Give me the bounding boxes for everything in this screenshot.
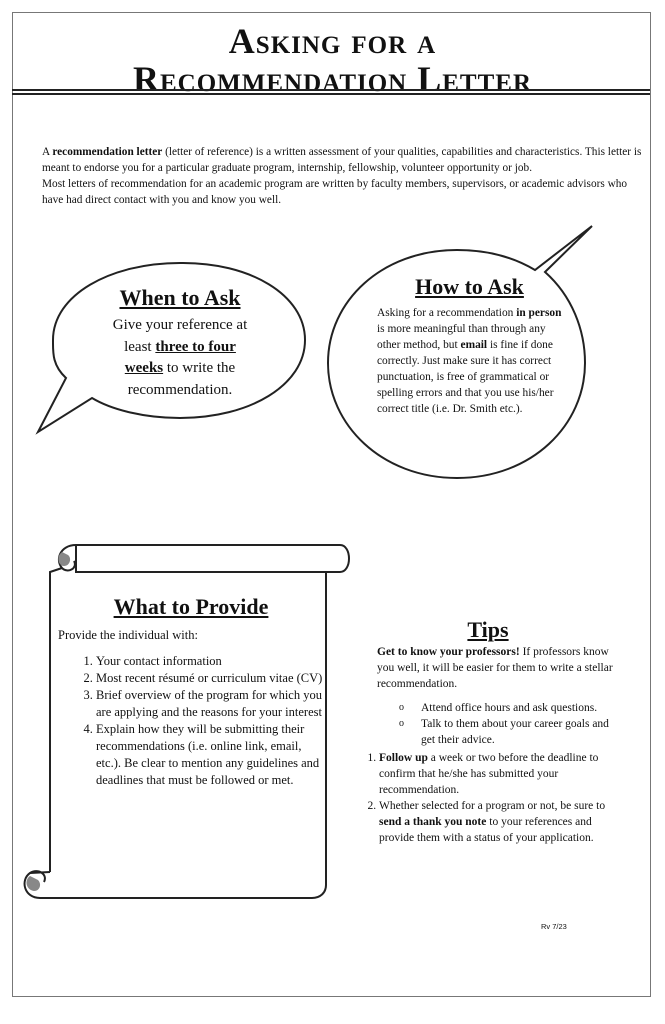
tips-section: [357, 617, 619, 846]
what-to-provide-lead: Provide the individual with:: [58, 628, 198, 642]
intro-paragraph-1: A recommendation letter (letter of reference) is a written assessment of your qualities, capabilities and characteristics. This letter is meant to endorse you for a particular graduate program, internship, fellowship, volunteer opportunity or job.: [42, 146, 642, 174]
what-to-provide-list: [58, 653, 324, 789]
list-item: 1. Your contact information: [96, 653, 324, 670]
list-item: 3. Brief overview of the program for which you are applying and the reasons for your interest: [96, 687, 324, 721]
when-to-ask-heading: When to Ask: [119, 285, 241, 310]
revision-label: Rv 7/23: [541, 922, 567, 931]
tips-numbered: [357, 750, 619, 846]
how-to-ask-heading: How to Ask: [415, 274, 524, 299]
page-title-line-2: Recommendation Letter: [132, 59, 533, 99]
list-item: o Talk to them about your career goals and get their advice.: [399, 716, 619, 748]
intro-paragraph-2: Most letters of recommendation for an academic program are written by faculty members, supervisors, or academic advisors who have had direct contact with you and know you well.: [42, 178, 628, 206]
how-to-ask-section: [377, 274, 562, 417]
tips-lead: Get to know your professors! If professors know you well, it will be easier for them to write a stellar recommendation.: [377, 646, 613, 690]
scroll-bottom-curl: [27, 876, 41, 891]
list-item: o Attend office hours and ask questions.: [399, 700, 619, 716]
list-item: 2. Most recent résumé or curriculum vitae (CV): [96, 670, 324, 687]
list-item: 2. Whether selected for a program or not, be sure to send a thank you note to your references and provide them with a status of your application.: [379, 798, 619, 846]
page-title-line-1: Asking for a: [228, 21, 437, 61]
tips-bullets: [357, 700, 619, 748]
tips-heading: Tips: [467, 617, 509, 642]
when-to-ask-section: [106, 285, 254, 401]
what-to-provide-heading: What to Provide: [113, 594, 269, 619]
list-item: 4. Explain how they will be submitting their recommendations (i.e. online link, email, etc.). Be clear to mention any guidelines and deadlines that must be followed or met.: [96, 721, 324, 789]
when-to-ask-text: Give your reference at least three to four weeks to write the recommendation.: [112, 317, 248, 398]
how-to-ask-text: Asking for a recommendation in person is more meaningful than through any other method, but email is fine if done correctly. Just make sure it has correct punctuation, is free of grammatical or spelling errors and that you use his/her correct title (i.e. Dr. Smith etc.).: [377, 307, 562, 415]
scroll-top-curl: [58, 552, 70, 566]
list-item: 1. Follow up a week or two before the deadline to confirm that he/she has submitted your recommendation.: [379, 750, 619, 798]
what-to-provide-section: [58, 594, 324, 789]
